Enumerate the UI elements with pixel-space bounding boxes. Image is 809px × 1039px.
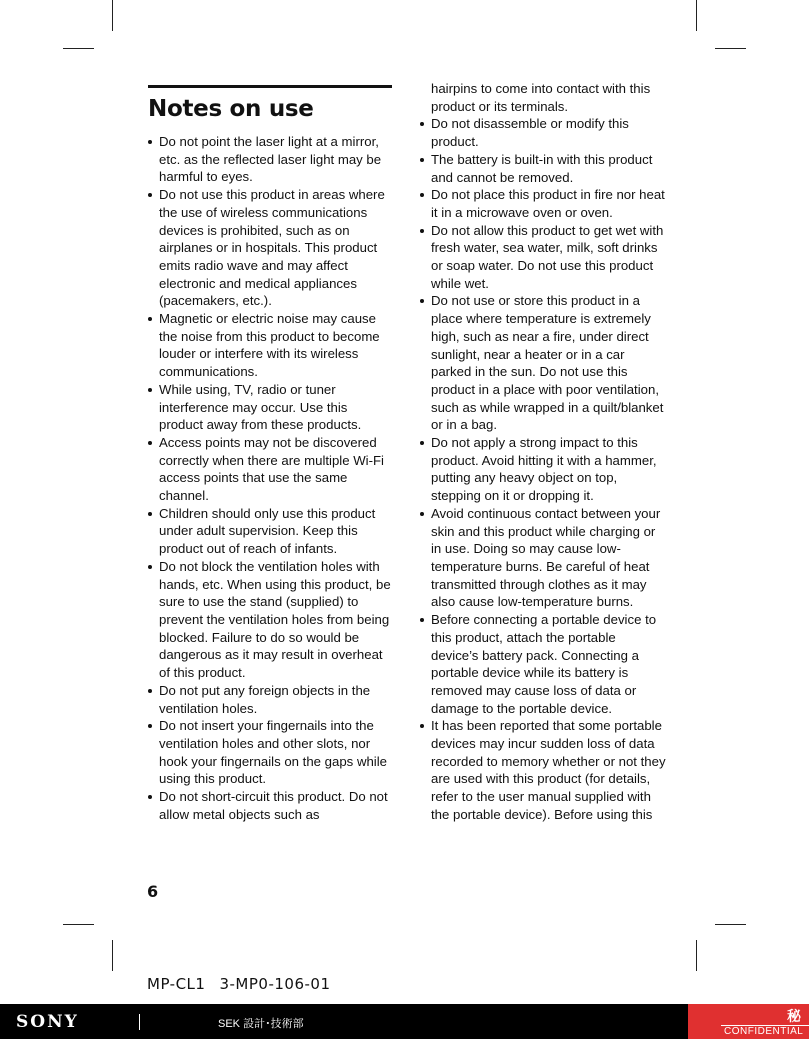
list-item: Children should only use this product under adult supervision. Keep this product out of reach of infants. <box>148 505 392 558</box>
list-item: Do not use this product in areas where the use of wireless communications devices is prohibited, such as on airplanes or in hospitals. This product emits radio wave and may affect electronic and medical appliances (pacemakers, etc.). <box>148 186 392 310</box>
list-item-continuation: hairpins to come into contact with this product or its terminals. <box>431 81 651 114</box>
title-rule <box>148 85 392 88</box>
page-number: 6 <box>147 882 159 901</box>
list-item: It has been reported that some portable devices may incur sudden loss of data recorded to memory whether or not they are used with this product (for details, refer to the user manual supplied with the portable device). Before using this <box>420 717 666 823</box>
crop-mark <box>715 48 746 49</box>
list-item: Access points may not be discovered correctly when there are multiple Wi-Fi access points that use the same channel. <box>148 434 392 505</box>
crop-mark <box>696 0 697 31</box>
list-item: Do not put any foreign objects in the ventilation holes. <box>148 682 392 717</box>
sony-logo: SONY <box>16 1012 79 1032</box>
confidential-mark: 秘 <box>787 1008 801 1024</box>
right-column <box>420 80 666 824</box>
department-label: SEK 設計･技術部 <box>218 1018 304 1030</box>
list-item: Do not use or store this product in a place where temperature is extremely high, such as near a fire, under direct sunlight, near a heater or in a car parked in the sun. Do not use this product in a place with poor ventilation, such as while wrapped in a quilt/blanket or in a bag. <box>420 292 666 434</box>
list-item: Do not point the laser light at a mirror, etc. as the reflected laser light may be harmful to eyes. <box>148 133 392 186</box>
list-item: Magnetic or electric noise may cause the noise from this product to become louder or interfere with its wireless communications. <box>148 310 392 381</box>
crop-mark <box>63 924 94 925</box>
confidential-label: CONFIDENTIAL <box>724 1026 804 1037</box>
page-title: Notes on use <box>148 96 314 122</box>
list-item: Do not block the ventilation holes with hands, etc. When using this product, be sure to use the stand (supplied) to prevent the ventilation holes from being blocked. Failure to do so would be dangerous as it may result in overheat of this product. <box>148 558 392 682</box>
footer-divider <box>139 1014 140 1030</box>
list-item: Do not disassemble or modify this product. <box>420 115 666 150</box>
list-item: Do not place this product in fire nor heat it in a microwave oven or oven. <box>420 186 666 221</box>
left-column <box>148 80 392 823</box>
part-number: 3-MP0-106-01 <box>219 975 331 993</box>
footer-bar <box>0 1004 809 1039</box>
list-item: Do not short-circuit this product. Do not allow metal objects such as <box>148 788 392 823</box>
list-item: Do not allow this product to get wet with fresh water, sea water, milk, soft drinks or soap water. Do not use this product while wet. <box>420 222 666 293</box>
list-item: Before connecting a portable device to this product, attach the portable device’s battery pack. Connecting a portable device while its battery is removed may cause loss of data or damage to the portable device. <box>420 611 666 717</box>
crop-mark <box>63 48 94 49</box>
crop-mark <box>112 0 113 31</box>
model-line <box>147 975 330 993</box>
list-item: Do not insert your fingernails into the ventilation holes and other slots, nor hook your fingernails on the gaps while using this product. <box>148 717 392 788</box>
model-number: MP-CL1 <box>147 975 206 993</box>
list-item: Avoid continuous contact between your skin and this product while charging or in use. Doing so may cause low-temperature burns. Be careful of heat transmitted through clothes as it may also cause low-temperature burns. <box>420 505 666 611</box>
confidential-badge <box>688 1004 809 1039</box>
crop-mark <box>715 924 746 925</box>
notes-list-right <box>420 115 666 823</box>
list-item: While using, TV, radio or tuner interference may occur. Use this product away from these products. <box>148 381 392 434</box>
crop-mark <box>112 940 113 971</box>
list-item: The battery is built-in with this product and cannot be removed. <box>420 151 666 186</box>
notes-list-left <box>148 133 392 823</box>
list-item: Do not apply a strong impact to this product. Avoid hitting it with a hammer, putting any heavy object on top, stepping on it or dropping it. <box>420 434 666 505</box>
crop-mark <box>696 940 697 971</box>
